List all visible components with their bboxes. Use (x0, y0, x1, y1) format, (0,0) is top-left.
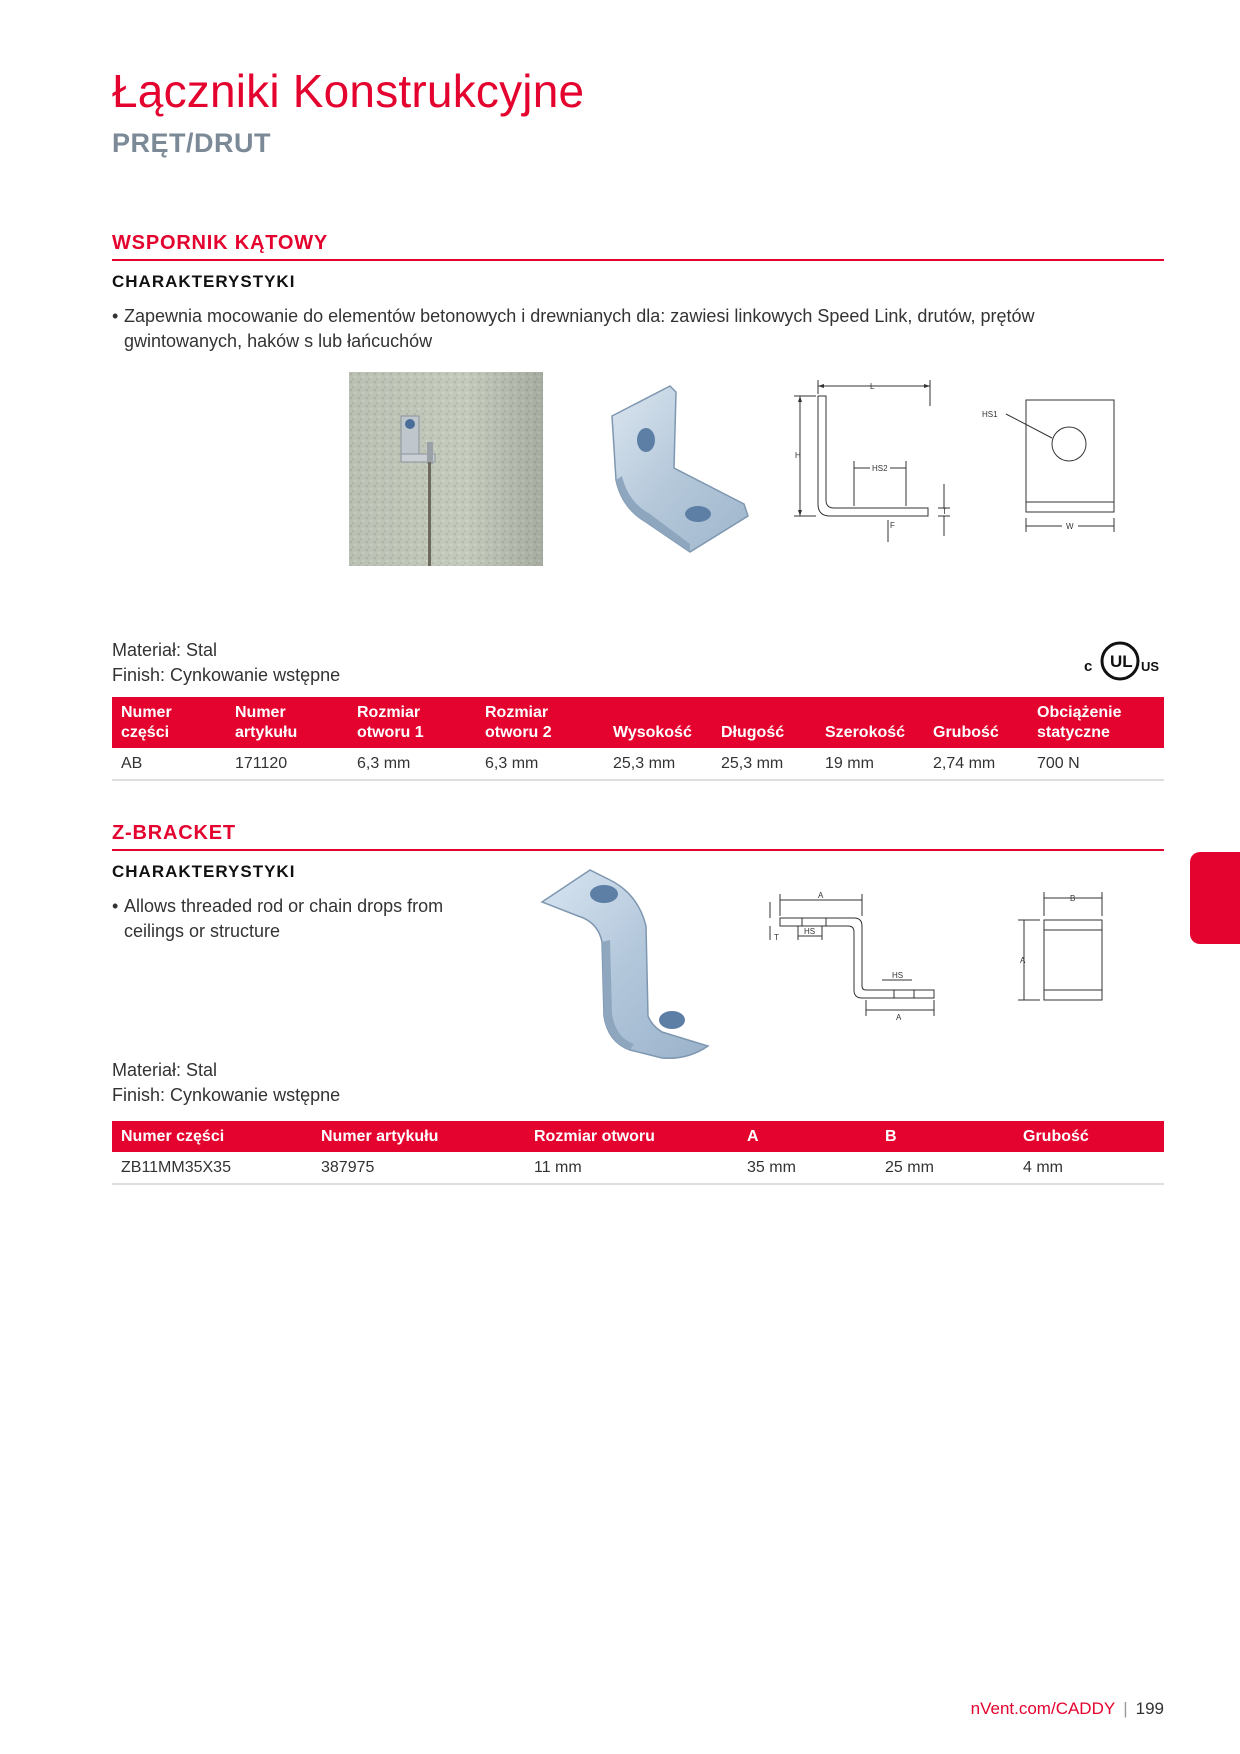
table-row (112, 748, 1164, 780)
dim-label-hs2: HS2 (872, 464, 888, 473)
angle-bracket-side-drawing (790, 376, 950, 546)
dim-label-f: F (890, 521, 895, 530)
table-cell: 19 mm (816, 748, 924, 780)
finish-text: Finish: Cynkowanie wstępne (112, 1085, 341, 1105)
dim-label-b: B (1070, 894, 1076, 903)
col-header: B (876, 1121, 1014, 1152)
table-cell: 4 mm (1014, 1152, 1164, 1184)
col-header: Rozmiar otworu 2 (476, 697, 604, 748)
angle-bracket-front-drawing (978, 394, 1118, 534)
dim-label-w: W (1066, 522, 1074, 531)
z-bracket-product-image (538, 866, 718, 1062)
page-number: 199 (1135, 1699, 1164, 1718)
chapter-side-tab (1190, 852, 1240, 944)
z-bracket-spec-table (112, 1121, 1164, 1185)
angle-bracket-installed-photo (349, 372, 543, 566)
footer-site-link[interactable]: nVent.com/CADDY (970, 1699, 1116, 1718)
angle-bracket-spec-table (112, 697, 1164, 781)
table-cell: 6,3 mm (348, 748, 476, 780)
table-cell: 25 mm (876, 1152, 1014, 1184)
z-bracket-side-drawing (762, 892, 942, 1022)
section-divider (112, 259, 1164, 261)
characteristics-heading: CHARAKTERYSTYKI (112, 862, 296, 881)
table-cell: 700 N (1028, 748, 1164, 780)
col-header: A (738, 1121, 876, 1152)
svg-text:US: US (1141, 659, 1160, 674)
table-header-row (112, 697, 1164, 748)
table-cell: 6,3 mm (476, 748, 604, 780)
feature-text-line2: ceilings or structure (124, 921, 281, 941)
dim-label-hs-top: HS (804, 927, 816, 936)
table-cell: 387975 (312, 1152, 525, 1184)
table-cell: 25,3 mm (712, 748, 816, 780)
material-text: Materiał: Stal (112, 1060, 218, 1080)
table-cell: ZB11MM35X35 (112, 1152, 312, 1184)
feature-text-line1: Allows threaded rod or chain drops from (124, 896, 444, 916)
table-cell: 11 mm (525, 1152, 738, 1184)
page-footer (971, 1699, 1164, 1719)
section-title-z-bracket: Z-BRACKET (112, 822, 236, 844)
col-header: Grubość (924, 697, 1028, 748)
dim-label-a-top: A (818, 892, 824, 900)
section-divider (112, 849, 1164, 851)
col-header: Rozmiar otworu 1 (348, 697, 476, 748)
feature-bullet: • Zapewnia mocowanie do elementów betonowych i drewnianych dla: zawiesi linkowych Speed Link, drutów, prętów gwintowanych, haków s lub łańcuchów (112, 304, 1112, 354)
dim-label-h: H (795, 451, 801, 460)
page-title: Łączniki Konstrukcyjne (112, 65, 585, 117)
characteristics-heading: CHARAKTERYSTYKI (112, 272, 296, 291)
feature-bullet: • Allows threaded rod or chain drops from ceilings or structure (112, 894, 532, 944)
table-row (112, 1152, 1164, 1184)
z-bracket-front-drawing (1010, 888, 1110, 1008)
culus-certification-logo (1080, 638, 1160, 684)
col-header: Numer artykułu (312, 1121, 525, 1152)
material-info (112, 638, 340, 688)
dim-label-t: T (942, 507, 947, 516)
col-header: Długość (712, 697, 816, 748)
col-header: Rozmiar otworu (525, 1121, 738, 1152)
col-header: Grubość (1014, 1121, 1164, 1152)
footer-separator: | (1123, 1699, 1128, 1718)
feature-text-line1: Zapewnia mocowanie do elementów betonowych i drewnianych dla: zawiesi linkowych Speed Link, drutów, prętów (124, 306, 1035, 326)
col-header: Numer części (112, 1121, 312, 1152)
table-cell: 2,74 mm (924, 748, 1028, 780)
svg-text:c: c (1084, 658, 1093, 675)
col-header: Numer artykułu (226, 697, 348, 748)
table-cell: 171120 (226, 748, 348, 780)
table-cell: 25,3 mm (604, 748, 712, 780)
material-text: Materiał: Stal (112, 640, 218, 660)
page-subtitle: PRĘT/DRUT (112, 128, 271, 158)
col-header: Szerokość (816, 697, 924, 748)
feature-text-line2: gwintowanych, haków s lub łańcuchów (124, 331, 433, 351)
col-header: Obciążenie statyczne (1028, 697, 1164, 748)
table-cell: 35 mm (738, 1152, 876, 1184)
col-header: Numer części (112, 697, 226, 748)
dim-label-hs1: HS1 (982, 410, 998, 419)
material-info (112, 1058, 340, 1108)
dim-label-hs-bottom: HS (892, 971, 904, 980)
dim-label-a-bottom: A (896, 1013, 902, 1022)
dim-label-t: T (774, 933, 779, 942)
dim-label-a: A (1020, 956, 1026, 965)
angle-bracket-product-image (606, 384, 752, 556)
finish-text: Finish: Cynkowanie wstępne (112, 665, 341, 685)
col-header: Wysokość (604, 697, 712, 748)
svg-text:UL: UL (1110, 652, 1133, 671)
table-header-row (112, 1121, 1164, 1152)
section-title-angle-bracket: WSPORNIK KĄTOWY (112, 232, 329, 254)
table-cell: AB (112, 748, 226, 780)
dim-label-l: L (870, 382, 875, 391)
